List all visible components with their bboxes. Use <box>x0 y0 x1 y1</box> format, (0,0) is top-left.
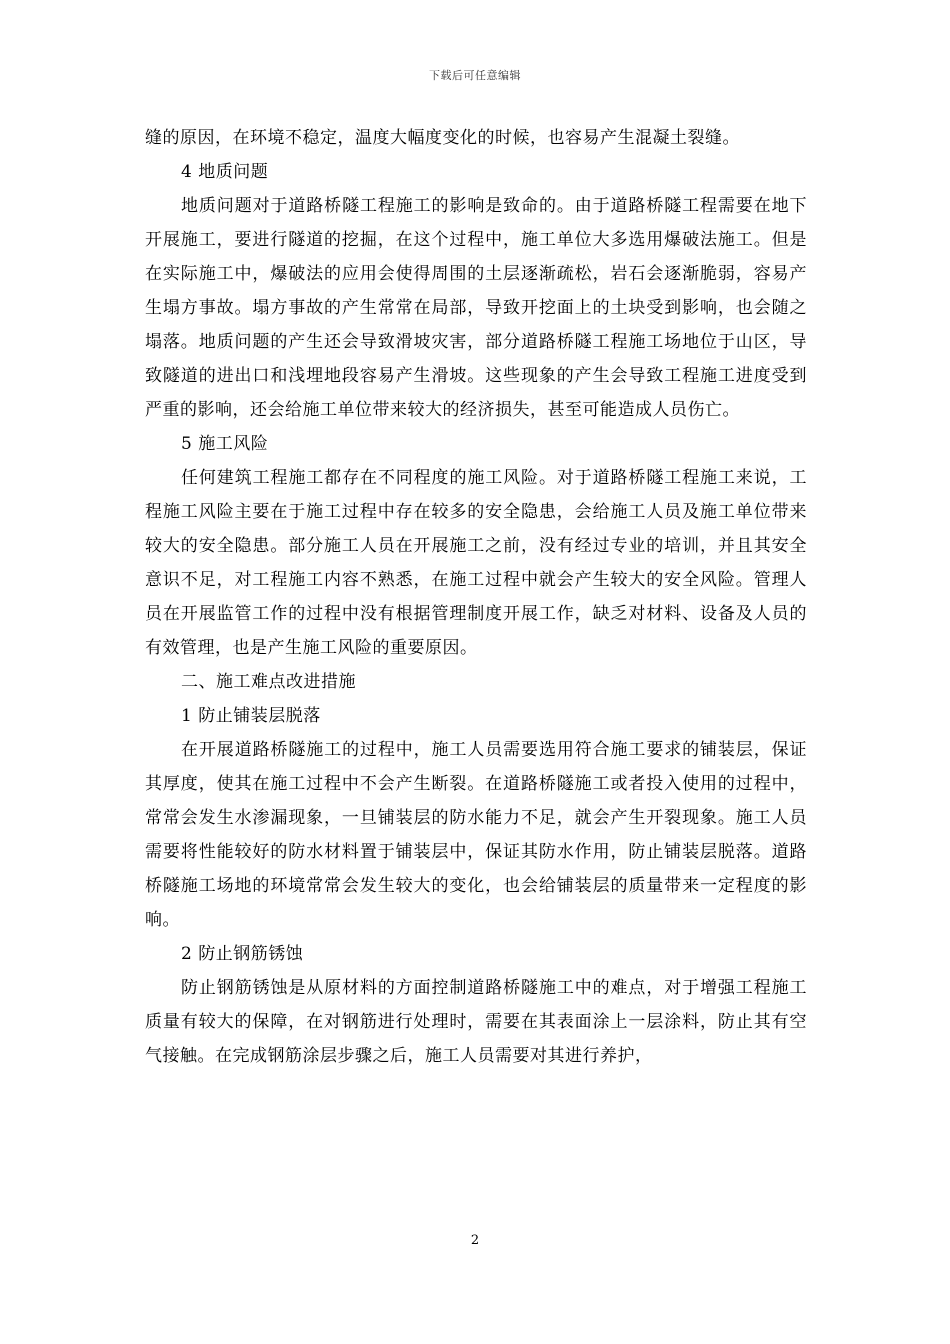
chapter-heading-improvement-measures: 二、施工难点改进措施 <box>181 672 356 692</box>
page-header: 下载后可任意编辑 <box>429 69 521 82</box>
page-number: 2 <box>470 1233 480 1248</box>
paragraph-rebar-corrosion: 防止钢筋锈蚀是从原材料的方面控制道路桥隧施工中的难点，对于增强工程施工质量有较大的保障，在对钢筋进行处理时，需要在其表面涂上一层涂料，防止其有空气接触。在完成钢筋涂层步骤之后，施工人员需要对其进行养护， <box>145 978 807 1066</box>
paragraph-construction-risk: 任何建筑工程施工都存在不同程度的施工风险。对于道路桥隧工程施工来说，工程施工风险主要在于施工过程中存在较多的安全隐患，会给施工人员及施工单位带来较大的安全隐患。部分施工人员在开展施工之前，没有经过专业的培训，并且其安全意识不足，对工程施工内容不熟悉，在施工过程中就会产生较大的安全风险。管理人员在开展监管工作的过程中没有根据管理制度开展工作，缺乏对材料、设备及人员的有效管理，也是产生施工风险的重要原因。 <box>145 468 807 658</box>
section-heading-construction-risk: 5 施工风险 <box>181 434 269 454</box>
section-heading-pavement-layer: 1 防止铺装层脱落 <box>181 706 321 726</box>
paragraph-continued: 缝的原因，在环境不稳定，温度大幅度变化的时候，也容易产生混凝土裂缝。 <box>145 128 740 148</box>
paragraph-pavement-layer: 在开展道路桥隧施工的过程中，施工人员需要选用符合施工要求的铺装层，保证其厚度，使其在施工过程中不会产生断裂。在道路桥隧施工或者投入使用的过程中，常常会发生水渗漏现象，一旦铺装层的防水能力不足，就会产生开裂现象。施工人员需要将性能较好的防水材料置于铺装层中，保证其防水作用，防止铺装层脱落。道路桥隧施工场地的环境常常会发生较大的变化，也会给铺装层的质量带来一定程度的影响。 <box>145 740 807 930</box>
section-heading-geology: 4 地质问题 <box>181 162 269 182</box>
paragraph-geology: 地质问题对于道路桥隧工程施工的影响是致命的。由于道路桥隧工程需要在地下开展施工，要进行隧道的挖掘，在这个过程中，施工单位大多选用爆破法施工。但是在实际施工中，爆破法的应用会使得周围的土层逐渐疏松，岩石会逐渐脆弱，容易产生塌方事故。塌方事故的产生常常在局部，导致开挖面上的土块受到影响，也会随之塌落。地质问题的产生还会导致滑坡灾害，部分道路桥隧工程施工场地位于山区，导致隧道的进出口和浅埋地段容易产生滑坡。这些现象的产生会导致工程施工进度受到严重的影响，还会给施工单位带来较大的经济损失，甚至可能造成人员伤亡。 <box>145 196 807 420</box>
document-body <box>145 121 807 1073</box>
section-heading-rebar-corrosion: 2 防止钢筋锈蚀 <box>181 944 304 964</box>
